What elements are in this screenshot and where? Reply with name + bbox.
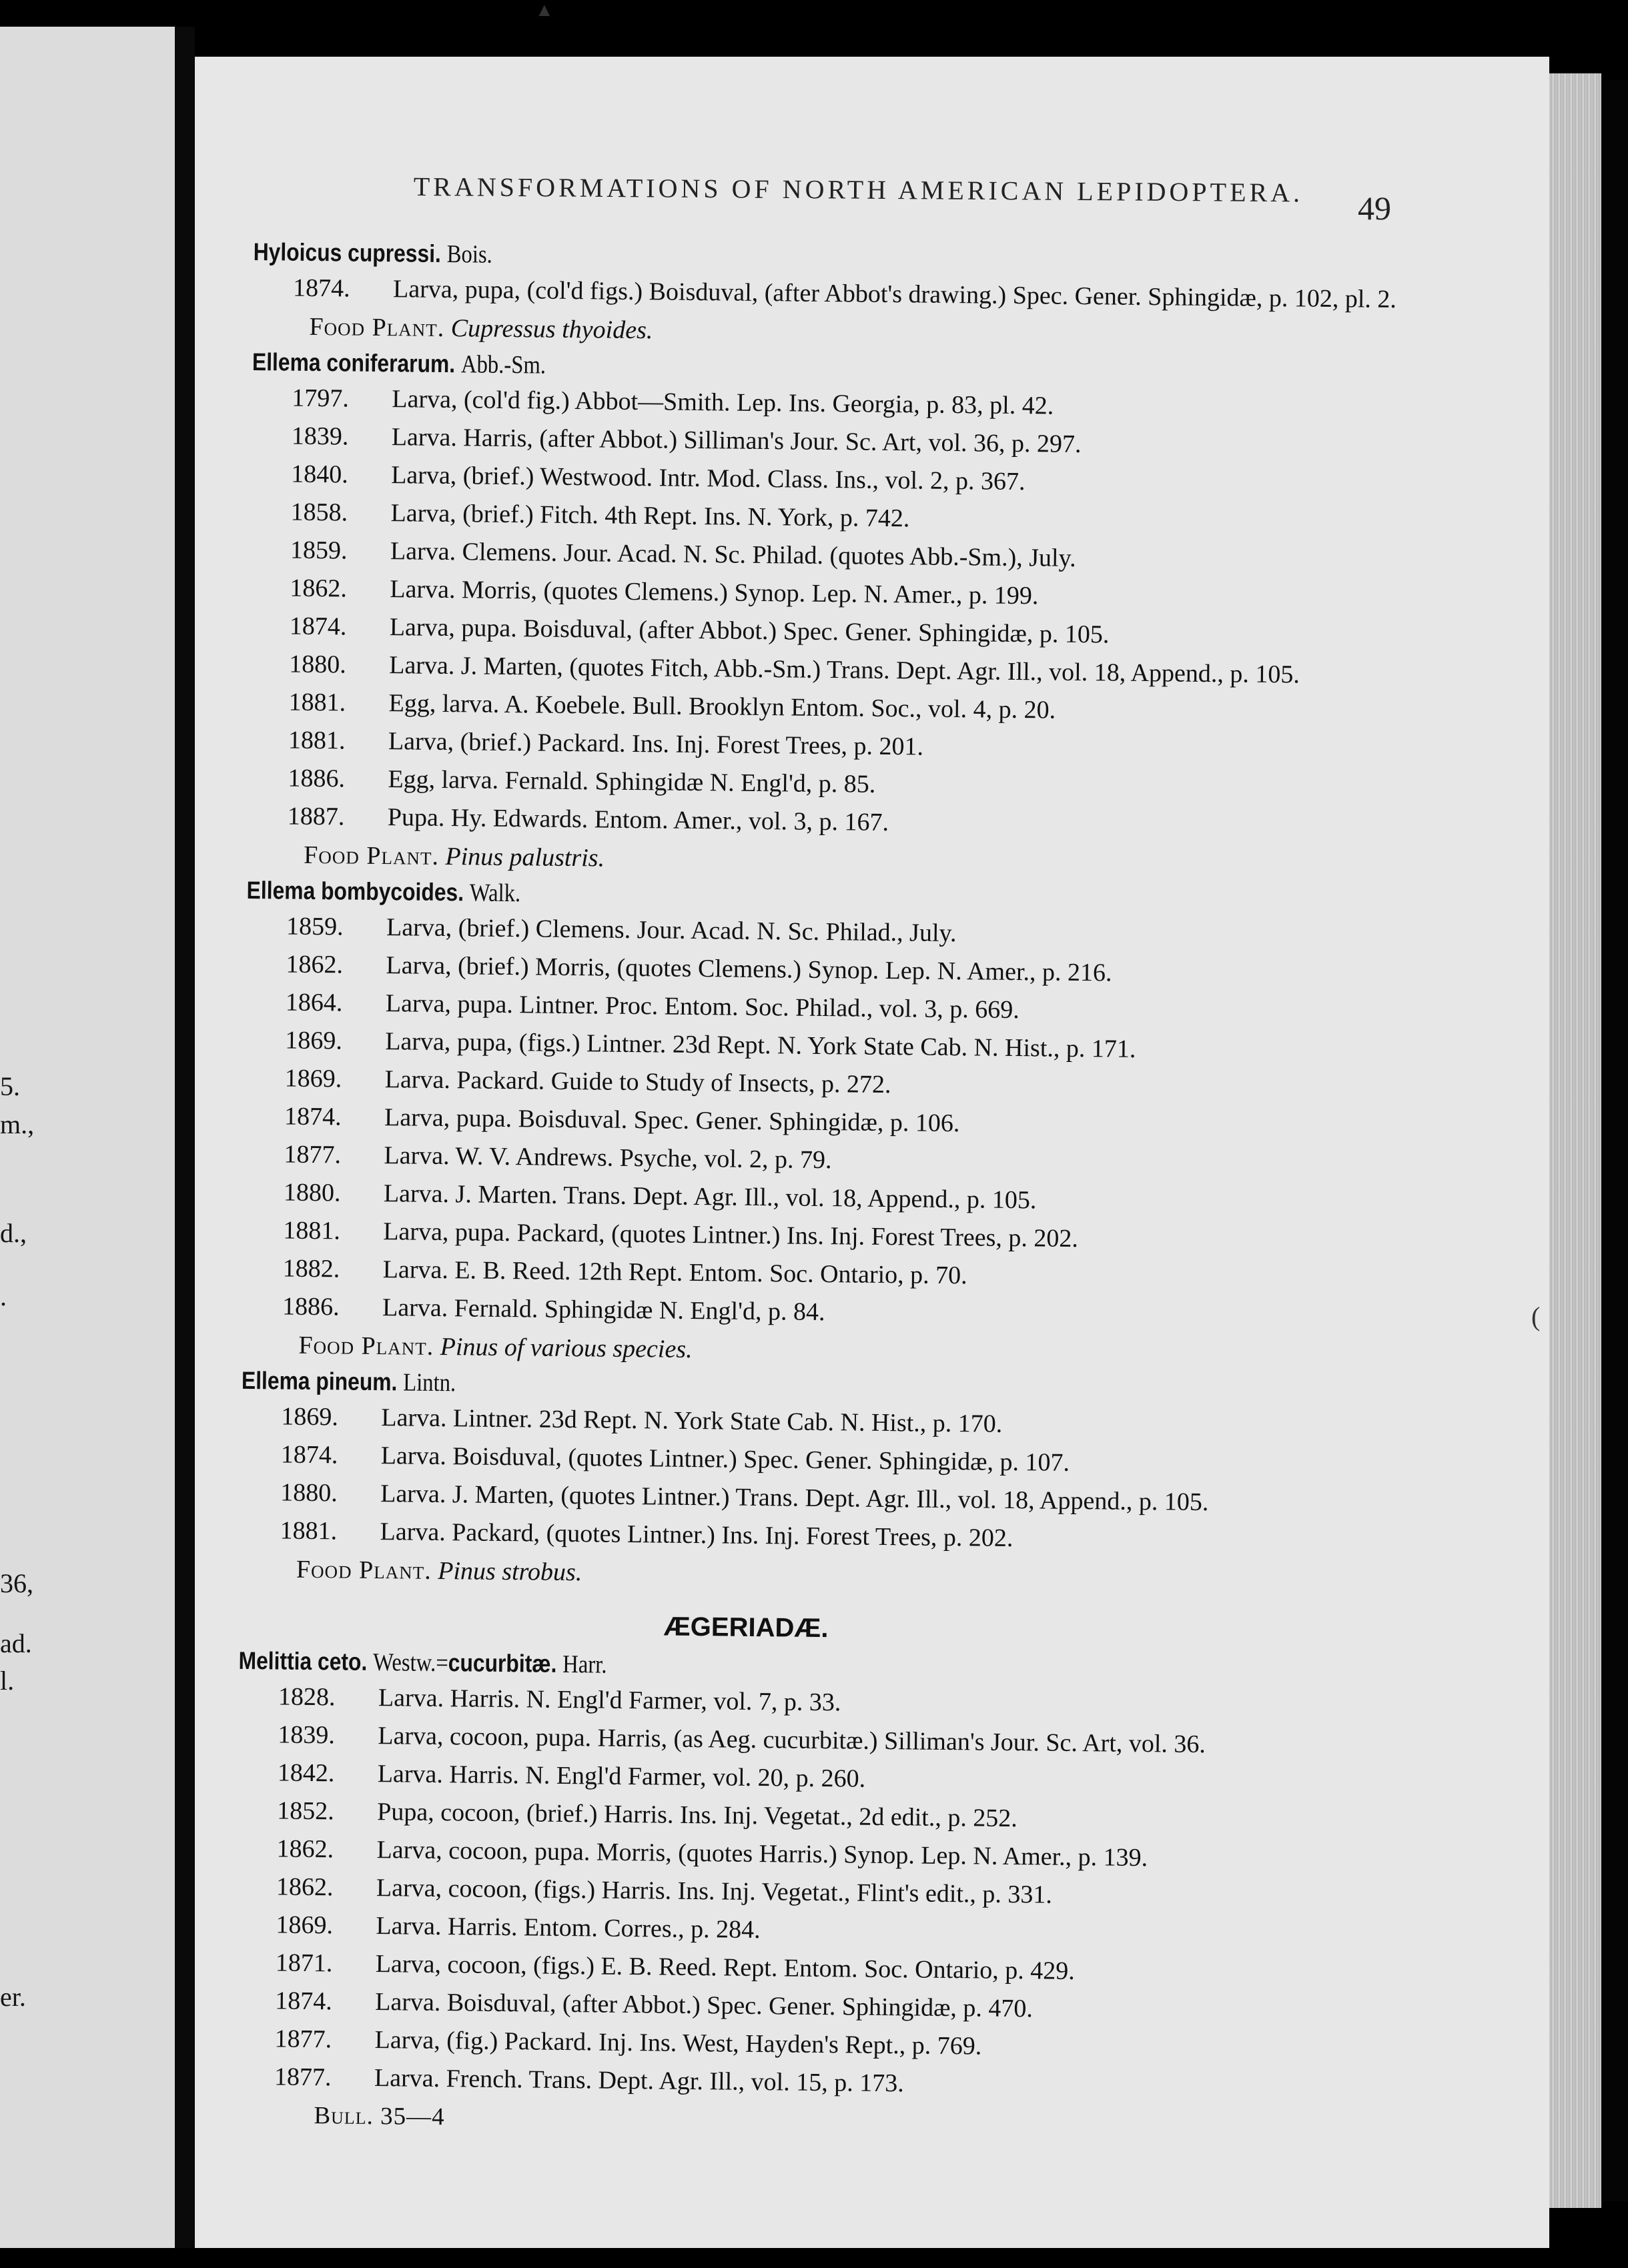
species-name: Ellema bombycoides. (246, 876, 464, 907)
species-author: Abb.-Sm. (460, 350, 546, 380)
left-page-text: 5. (0, 1071, 20, 1101)
entry-year: 1874. (292, 273, 350, 303)
entry-year: 1874. (289, 612, 347, 641)
species-section (240, 1362, 1443, 1599)
scan-speck: ▲ (535, 0, 554, 21)
entry-text: Larva. Boisduval, (quotes Lintner.) Spec. Gener. Sphingidæ, p. 107. (380, 1442, 1070, 1477)
entry-year: 1886. (282, 1292, 340, 1321)
left-page-text: er. (0, 1982, 26, 2012)
entry-text: Larva. Packard, (quotes Lintner.) Ins. Inj. Forest Trees, p. 202. (380, 1518, 1013, 1553)
entry-year: 1797. (292, 384, 350, 413)
entry-year: 1852. (277, 1796, 334, 1826)
left-page-text: ad. (0, 1628, 32, 1658)
entry-text: Egg, larva. A. Koebele. Bull. Brooklyn Entom. Soc., vol. 4, p. 20. (388, 689, 1056, 724)
page-edge-shadow (1601, 80, 1628, 2201)
entry-year: 1869. (284, 1064, 342, 1093)
entry-year: 1880. (289, 650, 346, 679)
entry-year: 1869. (285, 1026, 343, 1055)
entry-text: Larva, (brief.) Packard. Ins. Inj. Forest Trees, p. 201. (388, 727, 924, 761)
entry-year: 1881. (280, 1516, 338, 1546)
entry-year: 1880. (280, 1478, 338, 1508)
species-section (252, 233, 1455, 356)
entry-text: Egg, larva. Fernald. Sphingidæ N. Engl'd, p. 85. (388, 765, 876, 798)
entry-text: Larva. Fernald. Sphingidæ N. Engl'd, p. 84. (382, 1293, 825, 1327)
entry-text: Larva, cocoon, pupa. Morris, (quotes Harris.) Synop. Lep. N. Amer., p. 139. (376, 1836, 1148, 1872)
running-head: TRANSFORMATIONS OF NORTH AMERICAN LEPIDOPTERA. (413, 171, 1304, 208)
entry-year: 1859. (286, 912, 344, 941)
entry-year: 1858. (290, 498, 348, 527)
food-plant-label: Food Plant. (309, 312, 445, 343)
species-name: Ellema coniferarum. (252, 348, 456, 378)
entry-year: 1864. (285, 988, 343, 1017)
signature-mark: Bull. 35—4 (314, 2102, 445, 2131)
entry-text: Larva. Harris, (after Abbot.) Silliman's Jour. Sc. Art, vol. 36, p. 297. (391, 423, 1082, 459)
entry-year: 1881. (283, 1216, 341, 1245)
entry-text: Larva, (brief.) Westwood. Intr. Mod. Class. Ins., vol. 2, p. 367. (390, 461, 1026, 496)
food-plant-label: Food Plant. (296, 1555, 432, 1585)
family-heading: ÆGERIADÆ. (663, 1612, 829, 1644)
food-plant-value: Cupressus thyoides. (450, 314, 653, 345)
entry-year: 1862. (286, 950, 344, 979)
entry-text: Larva, cocoon, pupa. Harris, (as Aeg. cucurbitæ.) Silliman's Jour. Sc. Art, vol. 36. (378, 1722, 1206, 1759)
species-author: Bois. (446, 240, 493, 269)
entry-text: Larva. J. Marten. Trans. Dept. Agr. Ill., vol. 18, Append., p. 105. (383, 1179, 1037, 1215)
entry-text: Larva, (brief.) Clemens. Jour. Acad. N. Sc. Philad., July. (386, 913, 957, 948)
entry-year: 1881. (288, 688, 346, 717)
entry-year: 1862. (276, 1834, 334, 1864)
entry-year: 1874. (284, 1102, 342, 1131)
entry-text: Larva, (col'd fig.) Abbot—Smith. Lep. Ins. Georgia, p. 83, pl. 42. (392, 385, 1054, 420)
entry-text: Larva. Harris. Entom. Corres., p. 284. (376, 1912, 761, 1944)
species-section (242, 872, 1448, 1375)
entry-text: Larva, pupa. Boisduval. Spec. Gener. Sphingidæ, p. 106. (384, 1103, 960, 1138)
page-number: 49 (1358, 189, 1391, 227)
entry-year: 1887. (287, 802, 345, 831)
entry-text: Larva, (brief.) Morris, (quotes Clemens.) Synop. Lep. N. Amer., p. 216. (386, 951, 1112, 987)
species-author: Lintn. (403, 1368, 456, 1397)
entry-text: Larva, pupa, (figs.) Lintner. 23d Rept. N. York State Cab. N. Hist., p. 171. (385, 1027, 1136, 1063)
species-name: Hyloicus cupressi. (253, 237, 442, 267)
entry-year: 1840. (291, 460, 348, 489)
entry-year: 1869. (281, 1402, 339, 1432)
left-page-fragment (0, 27, 175, 2248)
margin-mark: ( (1531, 1301, 1541, 1331)
entry-year: 1886. (288, 764, 346, 793)
book-gutter (175, 27, 195, 2248)
entry-text: Larva. Clemens. Jour. Acad. N. Sc. Philad. (quotes Abb.-Sm.), July. (390, 537, 1076, 572)
species-section (234, 1642, 1440, 2107)
food-plant-label: Food Plant. (298, 1331, 434, 1361)
entry-text: Larva, (brief.) Fitch. 4th Rept. Ins. N. York, p. 742. (390, 499, 910, 533)
entry-text: Larva. W. V. Andrews. Psyche, vol. 2, p. 79. (384, 1141, 832, 1175)
food-plant-value: Pinus palustris. (445, 842, 605, 873)
entry-year: 1862. (276, 1872, 334, 1902)
entry-year: 1839. (291, 422, 349, 451)
entry-text: Larva. E. B. Reed. 12th Rept. Entom. Soc. Ontario, p. 70. (382, 1255, 967, 1290)
entry-text: Larva, pupa. Lintner. Proc. Entom. Soc. Philad., vol. 3, p. 669. (385, 989, 1020, 1025)
species-author: Westw.= (372, 1648, 448, 1678)
entry-text: Larva. French. Trans. Dept. Agr. Ill., vol. 15, p. 173. (374, 2064, 904, 2098)
entry-text: Larva, (fig.) Packard. Inj. Ins. West, Hayden's Rept., p. 769. (374, 2026, 982, 2061)
species-name: Ellema pineum. (241, 1366, 398, 1396)
species-author: Walk. (469, 879, 521, 908)
entry-text: Larva. Lintner. 23d Rept. N. York State Cab. N. Hist., p. 170. (381, 1403, 1003, 1438)
food-plant-value: Pinus of various species. (440, 1333, 693, 1363)
left-page-text: l. (0, 1666, 15, 1696)
main-text (234, 233, 1455, 2145)
food-plant-label: Food Plant. (304, 840, 440, 871)
food-plant-value: Pinus strobus. (438, 1557, 582, 1587)
entry-text: Larva, cocoon, (figs.) Harris. Ins. Inj. Vegetat., Flint's edit., p. 331. (376, 1874, 1053, 1909)
left-page-text: m., (0, 1109, 35, 1139)
entry-year: 1874. (275, 1987, 332, 2016)
species-name: Melittia ceto. (238, 1646, 368, 1676)
entry-text: Larva. Harris. N. Engl'd Farmer, vol. 7, p. 33. (378, 1684, 841, 1717)
species-section (247, 344, 1453, 885)
page-edges (1549, 73, 1601, 2208)
species-synonym: cucurbitæ. (448, 1649, 557, 1678)
entry-text: Larva. J. Marten, (quotes Lintner.) Trans. Dept. Agr. Ill., vol. 18, Append., p. 105. (380, 1480, 1209, 1517)
entry-year: 1877. (284, 1140, 342, 1169)
left-page-text: 36, (0, 1568, 33, 1598)
entry-year: 1828. (278, 1682, 336, 1712)
synonym-author: Harr. (562, 1650, 607, 1679)
entry-year: 1880. (283, 1178, 341, 1207)
entry-text: Pupa. Hy. Edwards. Entom. Amer., vol. 3, p. 167. (387, 803, 889, 837)
entry-year: 1869. (276, 1910, 334, 1940)
left-page-text: . (0, 1281, 7, 1311)
entry-text: Larva, pupa, (col'd figs.) Boisduval, (after Abbot's drawing.) Spec. Gener. Sphingidæ, p. 102, pl. 2. (392, 275, 1397, 314)
entry-year: 1871. (275, 1948, 333, 1978)
entry-text: Larva, pupa. Boisduval, (after Abbot.) Spec. Gener. Sphingidæ, p. 105. (389, 613, 1110, 649)
entry-year: 1839. (278, 1720, 336, 1750)
entry-year: 1881. (288, 726, 346, 755)
entry-text: Larva. Packard. Guide to Study of Insects, p. 272. (384, 1065, 891, 1099)
entry-text: Larva. Morris, (quotes Clemens.) Synop. Lep. N. Amer., p. 199. (390, 575, 1039, 610)
entry-year: 1862. (290, 574, 348, 603)
entry-year: 1842. (277, 1758, 335, 1788)
entry-text: Larva, pupa. Packard, (quotes Lintner.) Ins. Inj. Forest Trees, p. 202. (383, 1217, 1079, 1253)
left-page-text: d., (0, 1218, 27, 1248)
entry-text: Pupa, cocoon, (brief.) Harris. Ins. Inj. Vegetat., 2d edit., p. 252. (377, 1798, 1018, 1833)
entry-year: 1882. (282, 1254, 340, 1283)
entry-text: Larva. Harris. N. Engl'd Farmer, vol. 20, p. 260. (377, 1760, 866, 1793)
entry-year: 1877. (274, 2063, 332, 2092)
entry-year: 1859. (290, 536, 348, 565)
entry-text: Larva. Boisduval, (after Abbot.) Spec. Gener. Sphingidæ, p. 470. (375, 1988, 1034, 2023)
entry-text: Larva, cocoon, (figs.) E. B. Reed. Rept. Entom. Soc. Ontario, p. 429. (375, 1950, 1075, 1986)
entry-text: Larva. J. Marten, (quotes Fitch, Abb.-Sm.) Trans. Dept. Agr. Ill., vol. 18, Append., p. 105. (389, 651, 1300, 689)
entry-year: 1877. (274, 2025, 332, 2054)
entry-year: 1874. (280, 1440, 338, 1470)
